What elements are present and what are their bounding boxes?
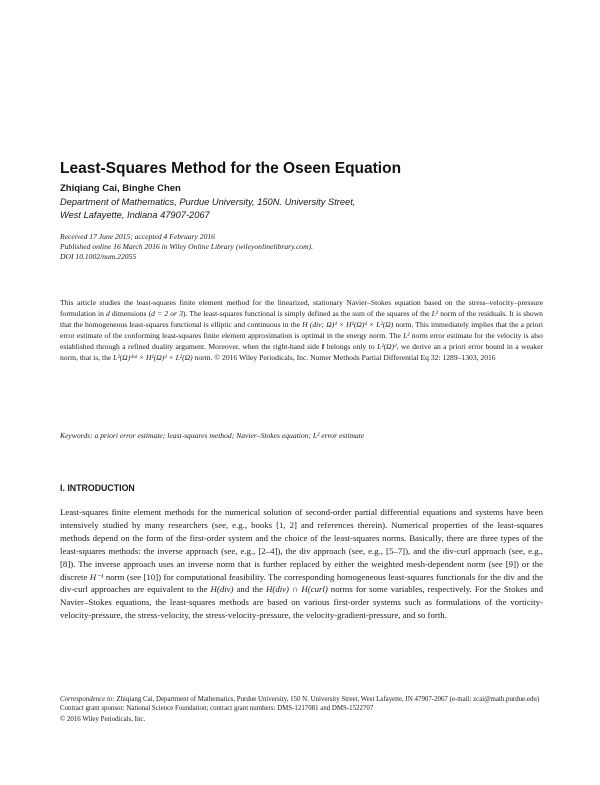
body-text: norm (see [10]) for computational feasibility. The corresponding homogeneous least-squares functionals for the div and the div-curl approaches are equivalent to the — [60, 571, 543, 595]
footnotes — [60, 695, 543, 725]
abstract-math: H (div; Ω)ᵈ × H¹(Ω)ᵈ × L²(Ω) — [302, 320, 394, 330]
abstract-text: , we derive an a priori error bound in a weaker norm, that is, the — [60, 342, 544, 363]
article-title: Least-Squares Method for the Oseen Equation — [60, 160, 402, 177]
keywords-text: a priori error estimate; least-squares method; Navier–Stokes equation; L² error estimate — [94, 431, 365, 440]
correspondence-text: Zhiqiang Cai, Department of Mathematics, Purdue University, 150 N. University Street, West Lafayette, IN 47907-2067 (e-mail: zcai@math.purdue.edu) — [114, 696, 540, 703]
author-affiliation — [60, 196, 540, 222]
abstract — [60, 297, 543, 364]
affiliation-line-2: West Lafayette, Indiana 47907-2067 — [60, 210, 210, 220]
abstract-math: L² — [403, 331, 410, 341]
correspondence-note — [60, 695, 543, 704]
abstract-text: norm error estimate for the velocity is also established through a refined duality argument. Moreover, when the right-hand side — [60, 331, 543, 352]
abstract-text: belongs only to — [324, 342, 378, 352]
body-text: Least-squares finite element methods for the numerical solution of second-order partial differential equations and systems have been intensively studied by many researchers (see, e.g., books [1, 2] and references therein). Numerical properties of the least-squares methods depend on the form of the first-order system and the choice of the least-squares norms. Basically, there are three types of the least-squares methods: the inverse approach (see, e.g., [2–4]), the div approach (see, e.g., [5–7]), and the div-curl approach (see, e.g., [8]). The inverse approach uses an inverse norm that is further replaced by either the weighted mesh-dependent norm (see [9]) or the discrete — [60, 507, 543, 582]
publication-history — [60, 232, 540, 263]
keywords — [60, 431, 543, 440]
correspondence-label: Correspondence to: — [60, 696, 115, 703]
abstract-math: f — [321, 342, 325, 352]
affiliation-line-1: Department of Mathematics, Purdue University, 150N. University Street, — [60, 197, 356, 207]
body-text: norms for some variables, respectively. For the Stokes and Navier–Stokes equations, the least-squares methods are based on various first-order systems such as formulations of the vorticity-velocity-pressure, the stress-velocity, the stress-velocity-pressure, the velocity-gradient-pressure, and so forth. — [60, 584, 544, 621]
section-heading: I. INTRODUCTION — [60, 483, 135, 493]
grant-note: Contract grant sponsor: National Science Foundation; contract grant numbers: DMS-1217081 and DMS-1522707 — [60, 705, 374, 713]
abstract-text: norm of the residuals. It is shown that the homogeneous least-squares functional is elliptic and continuous in the — [60, 309, 543, 330]
published-online: Published online 16 March 2016 in Wiley Online Library (wileyonlinelibrary.com). — [60, 242, 314, 252]
abstract-text: norm. This immediately implies that the a priori error estimate of the conforming least-squares finite element approximation is optimal in the energy norm. The — [60, 320, 544, 341]
keywords-label: Keywords: — [60, 431, 93, 440]
abstract-math: L² — [431, 309, 439, 319]
copyright-note: © 2016 Wiley Periodicals, Inc. — [60, 716, 146, 724]
abstract-text: norm. © 2016 Wiley Periodicals, Inc. Numer Methods Partial Differential Eq 32: 1289–1303, 2016 — [192, 353, 496, 363]
body-text: and the — [233, 584, 267, 595]
abstract-text: This article studies the least-squares finite element method for the linearized, stationary Navier–Stokes equation based on the stress–velocity–pressure formulation in — [60, 298, 543, 319]
abstract-math: d = 2 or 3 — [151, 309, 183, 319]
abstract-text: dimensions ( — [109, 309, 152, 319]
abstract-math: L²(Ω)ᵈˣᵈ × H¹(Ω)ᵈ × L²(Ω) — [113, 353, 193, 363]
body-math: H⁻¹ — [89, 571, 104, 582]
abstract-text: ). The least-squares functional is simply defined as the sum of the squares of the — [182, 309, 432, 319]
doi: DOI 10.1002/num.22055 — [60, 252, 137, 262]
abstract-math: L²(Ω)ᵈ — [377, 342, 397, 352]
article-authors: Zhiqiang Cai, Binghe Chen — [60, 183, 181, 194]
introduction-paragraph — [60, 506, 543, 622]
body-math: H(div) ∩ H(curl) — [266, 584, 328, 595]
body-math: H(div) — [210, 584, 234, 595]
abstract-math: d — [106, 309, 110, 319]
received-date: Received 17 June 2015; accepted 4 February 2016 — [60, 232, 215, 241]
